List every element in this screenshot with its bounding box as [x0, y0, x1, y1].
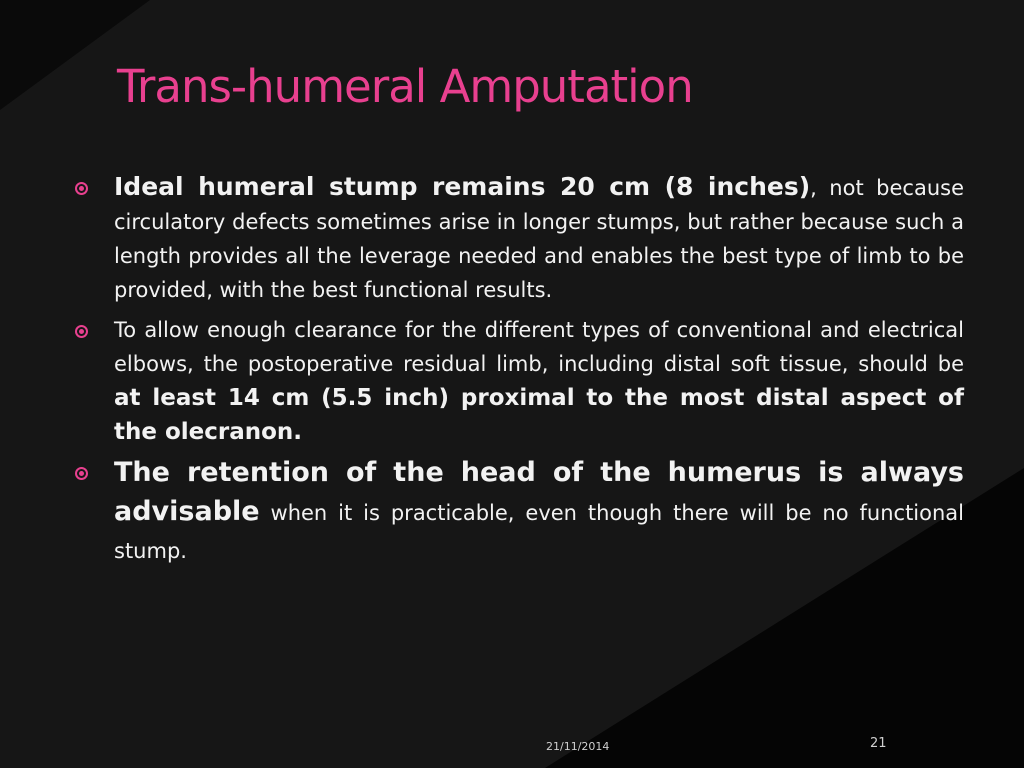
bullet-bold-text: at least 14 cm (5.5 inch) proximal to the most distal aspect of the olecranon.: [114, 385, 964, 445]
page-number: 21: [870, 736, 887, 751]
bullet-bold-text: Ideal humeral stump remains 20 cm (8 inches): [114, 172, 811, 201]
bullet-bold-text: The retention of the head of the humerus is always advisable: [114, 457, 964, 527]
circled-dot-bullet-icon: [75, 325, 88, 338]
footer-date: 21/11/2014: [546, 740, 610, 753]
circled-dot-bullet-icon: [75, 467, 88, 480]
bullet-item: [71, 454, 964, 570]
bullet-item: [71, 313, 964, 449]
bullet-text: when it is practicable, even though there will be no functional stump.: [114, 501, 964, 563]
circled-dot-bullet-icon: [75, 182, 88, 195]
bullet-list: [71, 170, 964, 570]
bullet-item: [71, 170, 964, 307]
bullet-text: To allow enough clearance for the different types of conventional and electrical elbows, the postoperative residual limb, including distal soft tissue, should be: [114, 318, 964, 376]
slide-title: Trans-humeral Amputation: [117, 60, 693, 113]
bullet-text: , not because circulatory defects sometimes arise in longer stumps, but rather because such a length provides all the leverage needed and enables the best type of limb to be provided, with the best functional results.: [114, 176, 965, 302]
